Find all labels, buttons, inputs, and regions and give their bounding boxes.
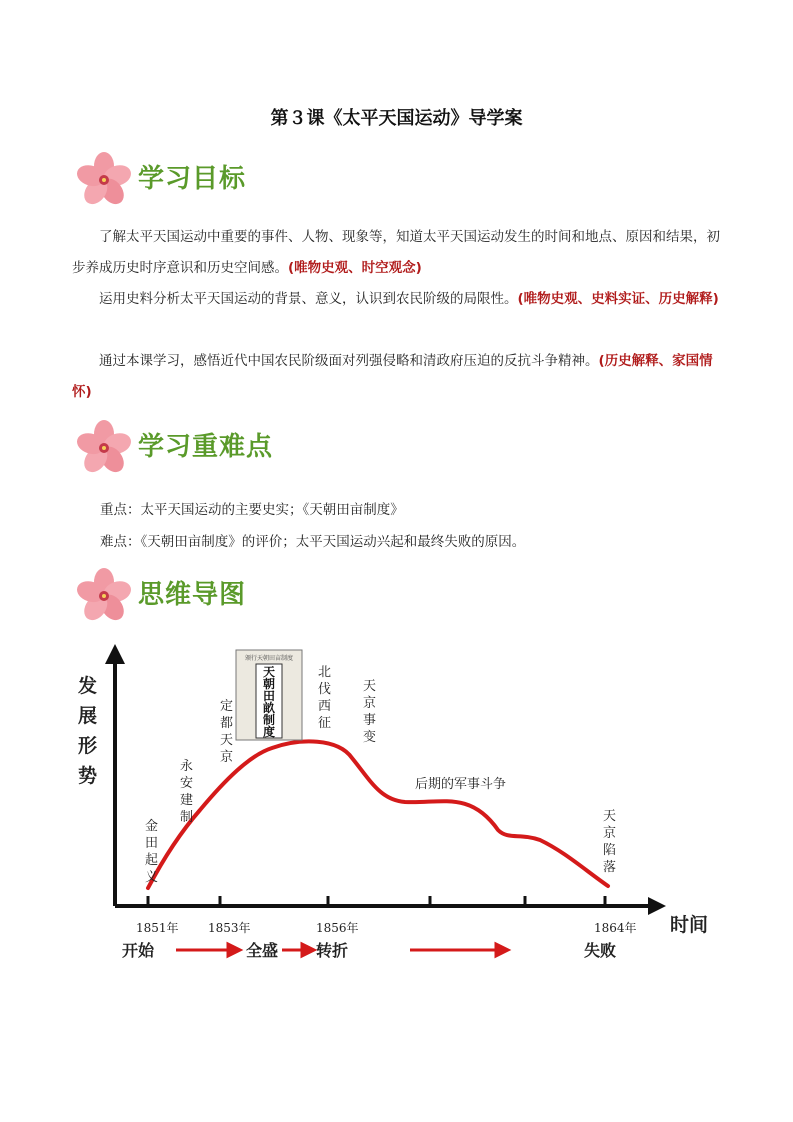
objective-tag: (历史解释、家国情怀)	[72, 353, 713, 400]
section-header-key-points	[74, 418, 474, 478]
y-label-char: 展	[78, 705, 98, 727]
section-header-objectives	[74, 150, 474, 210]
section-header-mind-map	[74, 566, 474, 626]
x-axis-arrow	[648, 897, 666, 915]
objective-text: 了解太平天国运动中重要的事件、人物、现象等，知道太平天国运动发生的时间和地点、原因和结果，初步养成历史时序意识和历史空间感。	[72, 229, 720, 276]
key-point-important: 重点：太平天国运动的主要史实；《天朝田亩制度》	[100, 502, 404, 518]
stage-arrow-head	[228, 944, 240, 956]
mind-map-chart	[60, 640, 709, 970]
section-title: 学习重难点	[138, 432, 274, 462]
objective-tag: (唯物史观、史料实证、历史解释)	[517, 291, 719, 307]
stage-arrow-head	[496, 944, 508, 956]
flower-icon	[74, 150, 138, 210]
book-title: 天朝田畝制度	[262, 665, 276, 739]
y-label-char: 发	[78, 675, 98, 697]
section-title: 学习目标	[138, 164, 247, 194]
event-label: 后期的军事斗争	[415, 777, 507, 792]
stage-label: 失败	[584, 941, 617, 960]
x-tick-label: 1856年	[316, 921, 359, 935]
flower-icon	[74, 566, 138, 626]
event-label: 北伐西征	[318, 665, 332, 731]
x-tick-label: 1864年	[594, 921, 637, 935]
objective-2	[72, 284, 724, 315]
book-image	[236, 650, 302, 740]
objective-1	[72, 222, 724, 284]
page-title: 第３课《太平天国运动》导学案	[270, 108, 523, 129]
stage-label: 转折	[316, 941, 349, 960]
section-title: 思维导图	[138, 580, 247, 610]
y-label-char: 势	[78, 765, 98, 787]
key-point-difficult: 难点：《天朝田亩制度》的评价；太平天国运动兴起和最终失败的原因。	[100, 534, 526, 550]
flower-icon	[74, 418, 138, 478]
stage-arrow-head	[302, 944, 314, 956]
objective-tag: (唯物史观、时空观念)	[288, 260, 422, 276]
y-label-char: 形	[78, 735, 98, 757]
objective-text: 运用史料分析太平天国运动的背景、意义，认识到农民阶级的局限性。	[99, 291, 518, 307]
stage-label: 全盛	[246, 941, 279, 960]
event-label: 天京陷落	[603, 809, 617, 875]
x-tick-label: 1851年	[136, 921, 179, 935]
stage-label: 开始	[122, 941, 155, 960]
y-axis-arrow	[105, 644, 125, 664]
x-tick-label: 1853年	[208, 921, 251, 935]
x-axis-label: 时间	[670, 914, 709, 936]
objective-3	[72, 346, 724, 408]
event-label: 定都天京	[220, 699, 234, 765]
trend-line	[148, 741, 608, 888]
event-label: 天京事变	[363, 679, 377, 745]
objective-text: 通过本课学习，感悟近代中国农民阶级面对列强侵略和清政府压迫的反抗斗争精神。	[99, 353, 599, 369]
book-header: 颁行天朝田亩制度	[244, 655, 294, 662]
event-label: 金田起义	[145, 819, 159, 885]
event-label: 永安建制	[180, 759, 194, 825]
